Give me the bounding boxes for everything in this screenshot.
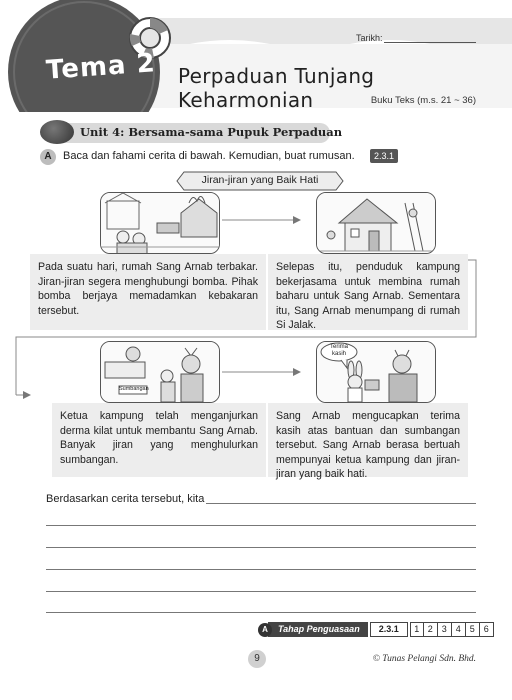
mastery-level-6[interactable]: 6 [480,622,494,637]
textbook-reference: Buku Teks (m.s. 21 ~ 36) [370,95,476,106]
answer-line-3[interactable] [46,547,476,548]
speech-bubble-text: Terima kasih [329,344,348,357]
instruction-text: Baca dan fahami cerita di bawah. Kemudian, buat rumusan. [63,150,355,162]
illustration-donation [100,341,220,403]
page-title: Perpaduan Tunjang Keharmonian [178,64,375,112]
mastery-level-1[interactable]: 1 [410,622,424,637]
answer-prompt: Berdasarkan cerita tersebut, kita [46,493,205,505]
mastery-level-3[interactable]: 3 [438,622,452,637]
answer-line-6[interactable] [46,612,476,613]
mastery-level-bar [258,622,494,637]
date-label: Tarikh: [356,33,383,43]
illustration-building-house [316,192,436,254]
answer-line-1[interactable] [206,503,476,504]
donation-sign-label: Sumbangan [119,386,149,392]
story-title: Jiran-jiran yang Baik Hati [201,174,319,186]
answer-line-2[interactable] [46,525,476,526]
section-badge: A [40,149,56,165]
theme-label: Tema 2 [45,48,157,86]
illustration-thank-you [316,341,436,403]
story-caption-4: Sang Arnab mengucapkan terima kasih atas bantuan dan sumbangan tersebut. Sang Arnab berasa bertuah mempunyai ketua kampung dan jiran-jiran yang baik hati. [268,403,468,477]
story-caption-2: Selepas itu, penduduk kampung bekerjasama untuk membina rumah baharu untuk Sang Arnab. Sementara itu, Sang Arnab menumpang di rumah Si Jalak. [268,254,468,330]
page-number: 9 [248,650,266,668]
unit-title: Unit 4: Bersama-sama Pupuk Perpaduan [80,125,343,139]
mastery-level-4[interactable]: 4 [452,622,466,637]
illustration-house-fire [100,192,220,254]
answer-line-4[interactable] [46,569,476,570]
story-caption-1: Pada suatu hari, rumah Sang Arnab terbakar. Jiran-jiran segera menghubungi bomba. Pihak bomba berjaya memadamkan kebakaran tersebut. [30,254,266,330]
story-caption-3: Ketua kampung telah menganjurkan derma kilat untuk membantu Sang Arnab. Banyak jiran yang menghulurkan sumbangan. [52,403,266,477]
answer-line-5[interactable] [46,591,476,592]
mastery-badge: A [258,623,272,637]
standard-code-badge: 2.3.1 [370,149,398,163]
mastery-label: Tahap Penguasaan [268,622,368,637]
mastery-code: 2.3.1 [370,622,408,637]
mastery-level-2[interactable]: 2 [424,622,438,637]
mastery-level-5[interactable]: 5 [466,622,480,637]
copyright-text: © Tunas Pelangi Sdn. Bhd. [372,654,476,664]
